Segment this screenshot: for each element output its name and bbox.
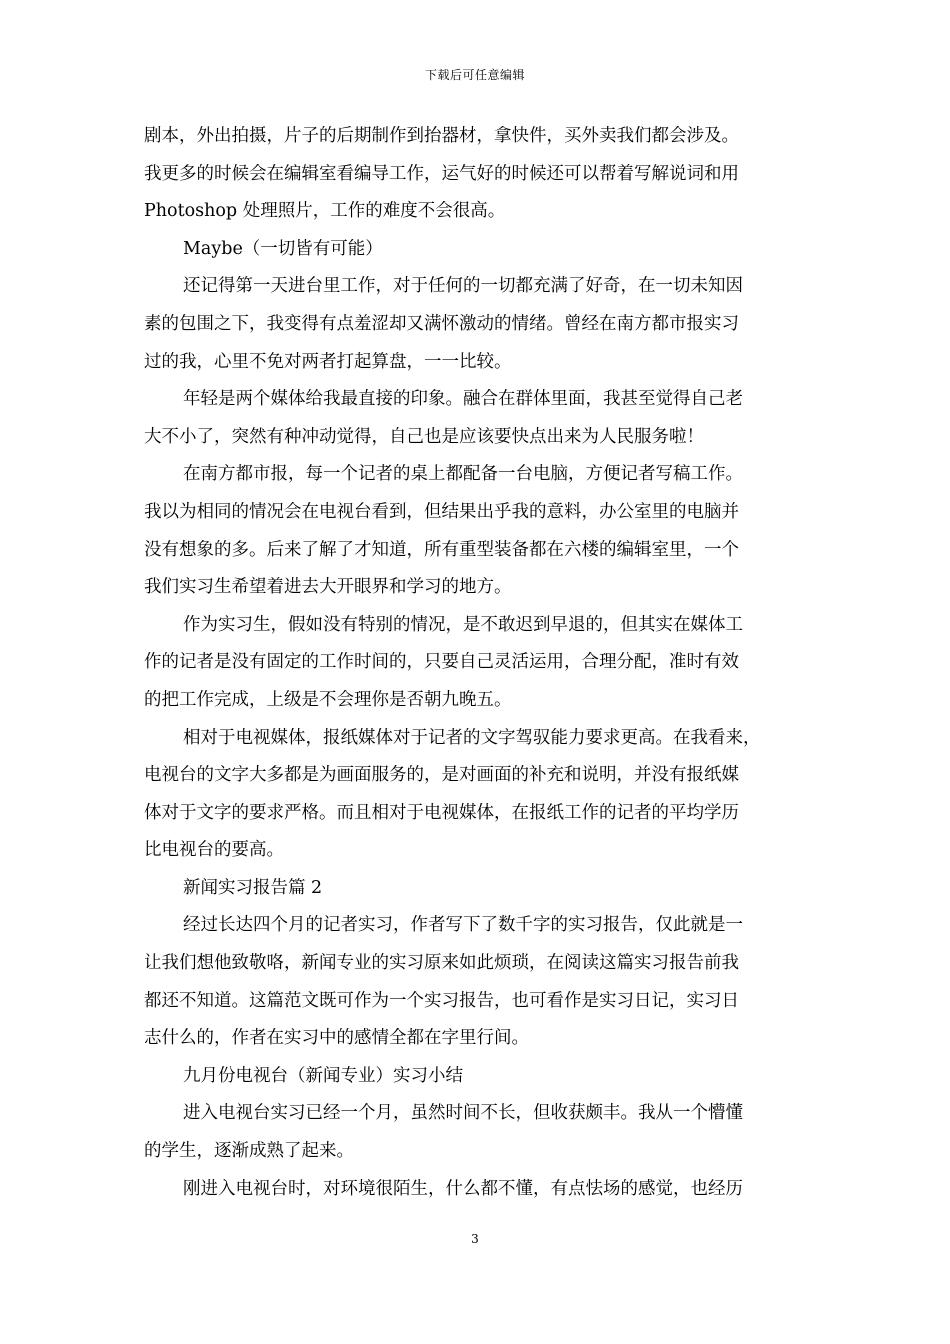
text-line: 还记得第一天进台里工作，对于任何的一切都充满了好奇，在一切未知因 [183,276,743,297]
text-line: 年轻是两个媒体给我最直接的印象。融合在群体里面，我甚至觉得自己老 [183,389,743,410]
text-line: 都还不知道。这篇范文既可作为一个实习报告，也可看作是实习日记，实习日 [144,990,739,1011]
text-line: 体对于文字的要求严格。而且相对于电视媒体，在报纸工作的记者的平均学历 [144,802,739,823]
text-line: 没有想象的多。后来了解了才知道，所有重型装备都在六楼的编辑室里，一个 [144,539,739,560]
text-line: 进入电视台实习已经一个月，虽然时间不长，但收获颇丰。我从一个懵懂 [183,1103,743,1124]
text-line: Maybe（一切皆有可能） [183,238,383,259]
text-line: 相对于电视媒体，报纸媒体对于记者的文字驾驭能力要求更高。在我看来， [183,727,761,748]
text-line: 九月份电视台（新闻专业）实习小结 [183,1065,463,1086]
text-line: 我以为相同的情况会在电视台看到，但结果出乎我的意料，办公室里的电脑并 [144,501,739,522]
text-line: 剧本，外出拍摄，片子的后期制作到抬器材，拿快件，买外卖我们都会涉及。 [144,126,739,146]
text-line: 作的记者是没有固定的工作时间的，只要自己灵活运用，合理分配，准时有效 [144,652,739,673]
page-header: 下载后可任意编辑 [424,68,525,82]
text-line: 在南方都市报，每一个记者的桌上都配备一台电脑，方便记者写稿工作。 [183,464,743,485]
text-line: 志什么的，作者在实习中的感情全都在字里行间。 [144,1028,529,1049]
text-line: 的把工作完成，上级是不会理你是否朝九晚五。 [144,689,512,710]
text-line: Photoshop 处理照片，工作的难度不会很高。 [144,201,506,222]
text-line: 过的我，心里不免对两者打起算盘，一一比较。 [144,351,512,372]
page-number: 3 [471,1232,479,1246]
text-line: 作为实习生，假如没有特别的情况，是不敢迟到早退的，但其实在媒体工 [183,614,743,635]
document-body [144,118,812,1208]
text-line: 比电视台的要高。 [144,840,284,861]
text-line: 刚进入电视台时，对环境很陌生，什么都不懂，有点怯场的感觉，也经历 [183,1178,743,1199]
text-line: 的学生，逐渐成熟了起来。 [144,1141,354,1162]
text-line: 大不小了，突然有种冲动觉得，自己也是应该要快点出来为人民服务啦！ [144,426,704,447]
text-line: 经过长达四个月的记者实习，作者写下了数千字的实习报告，仅此就是一 [183,915,743,936]
text-line: 电视台的文字大多都是为画面服务的，是对画面的补充和说明，并没有报纸媒 [144,765,739,786]
text-line: 新闻实习报告篇 2 [183,877,323,898]
text-line: 我们实习生希望着进去大开眼界和学习的地方。 [144,577,512,598]
text-line: 让我们想他致敬咯，新闻专业的实习原来如此烦琐，在阅读这篇实习报告前我 [144,953,739,974]
text-line: 素的包围之下，我变得有点羞涩却又满怀激动的情绪。曾经在南方都市报实习 [144,313,739,334]
text-line: 我更多的时候会在编辑室看编导工作，运气好的时候还可以帮着写解说词和用 [144,163,739,184]
